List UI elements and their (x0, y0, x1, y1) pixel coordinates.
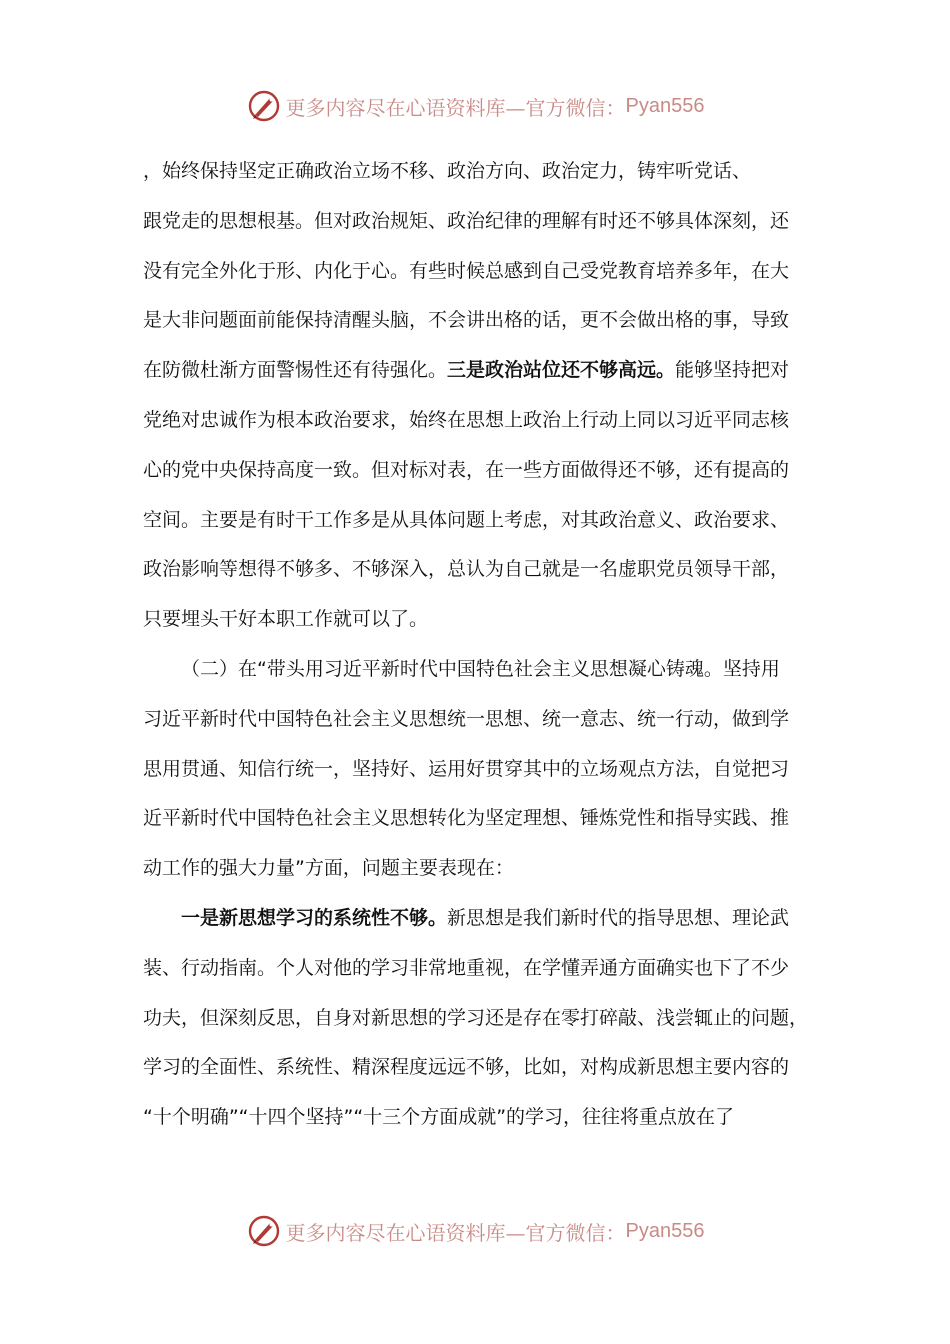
text-segment: 思用贯通、知信行统一，坚持好、运用好贯穿其中的立场观点方法，自觉把习 (143, 757, 790, 780)
text-segment: 新思想是我们新时代的指导思想、理论武 (447, 906, 790, 929)
watermark-text: 更多内容尽在心语资料库—官方微信： (285, 1220, 626, 1245)
text-segment: 学习的全面性、系统性、精深程度远远不够，比如，对构成新思想主要内容的 (143, 1056, 790, 1079)
text-line (143, 745, 803, 795)
text-line (143, 496, 803, 546)
text-segment: 心的党中央保持高度一致。但对标对表，在一些方面做得还不够，还有提高的 (143, 458, 790, 481)
text-segment: 习近平新时代中国特色社会主义思想统一思想、统一意志、统一行动，做到学 (143, 707, 790, 730)
text-segment: 能够坚持把对 (675, 359, 790, 382)
text-segment: 动工作的强大力量”方面，问题主要表现在： (143, 857, 514, 880)
text-line (143, 1043, 803, 1093)
text-line (143, 396, 803, 446)
text-segment: 跟党走的思想根基。但对政治规矩、政治纪律的理解有时还不够具体深刻，还 (143, 209, 790, 232)
text-line (143, 695, 803, 745)
text-segment: 没有完全外化于形、内化于心。有些时候总感到自己受党教育培养多年，在大 (143, 259, 790, 282)
text-line (143, 1093, 803, 1143)
text-segment: “十个明确”“十四个坚持”“十三个方面成就”的学习，往往将重点放在了 (143, 1106, 735, 1129)
text-line (143, 844, 803, 894)
text-line (143, 545, 803, 595)
text-line (143, 197, 803, 247)
text-line (143, 894, 803, 944)
text-line (143, 346, 803, 396)
bold-heading: 三是政治站位还不够高远。 (447, 359, 676, 382)
text-segment: 在防微杜渐方面警惕性还有待强化。 (143, 359, 448, 382)
text-line (143, 794, 803, 844)
text-line (143, 595, 803, 645)
pen-logo-icon (246, 88, 282, 124)
wechat-id: Pyan556 (625, 1219, 705, 1242)
text-segment: 政治影响等想得不够多、不够深入，总认为自己就是一名虚职党员领导干部， (143, 558, 790, 581)
text-line (143, 944, 803, 994)
text-segment: 是大非问题面前能保持清醒头脑，不会讲出格的话，更不会做出格的事，导致 (143, 309, 790, 332)
text-line (143, 446, 803, 496)
bold-heading: 一是新思想学习的系统性不够。 (181, 906, 448, 929)
watermark-banner-bottom (0, 1209, 950, 1253)
text-segment: 功夫，但深刻反思，自身对新思想的学习还是存在零打碎敲、浅尝辄止的问题， (143, 1006, 809, 1029)
text-line (143, 296, 803, 346)
text-line (143, 645, 803, 695)
watermark-banner-top (0, 84, 950, 128)
text-line (143, 994, 809, 1044)
wechat-id: Pyan556 (625, 94, 705, 117)
text-segment: ，始终保持坚定正确政治立场不移、政治方向、政治定力，铸牢听党话、 (143, 160, 752, 182)
text-line (143, 147, 803, 197)
watermark-text: 更多内容尽在心语资料库—官方微信： (285, 95, 626, 120)
text-segment: （二）在“带头用习近平新时代中国特色社会主义思想凝心铸魂。坚持用 (181, 657, 780, 680)
text-segment: 装、行动指南。个人对他的学习非常地重视，在学懂弄通方面确实也下了不少 (143, 956, 790, 979)
text-segment: 党绝对忠诚作为根本政治要求，始终在思想上政治上行动上同以习近平同志核 (143, 408, 790, 431)
text-segment: 空间。主要是有时干工作多是从具体问题上考虑，对其政治意义、政治要求、 (143, 508, 790, 531)
text-segment: 近平新时代中国特色社会主义思想转化为坚定理想、锤炼党性和指导实践、推 (143, 807, 790, 830)
text-segment: 只要埋头干好本职工作就可以了。 (143, 608, 429, 631)
pen-logo-icon (246, 1213, 282, 1249)
text-line (143, 247, 803, 297)
document-body (143, 147, 809, 1143)
